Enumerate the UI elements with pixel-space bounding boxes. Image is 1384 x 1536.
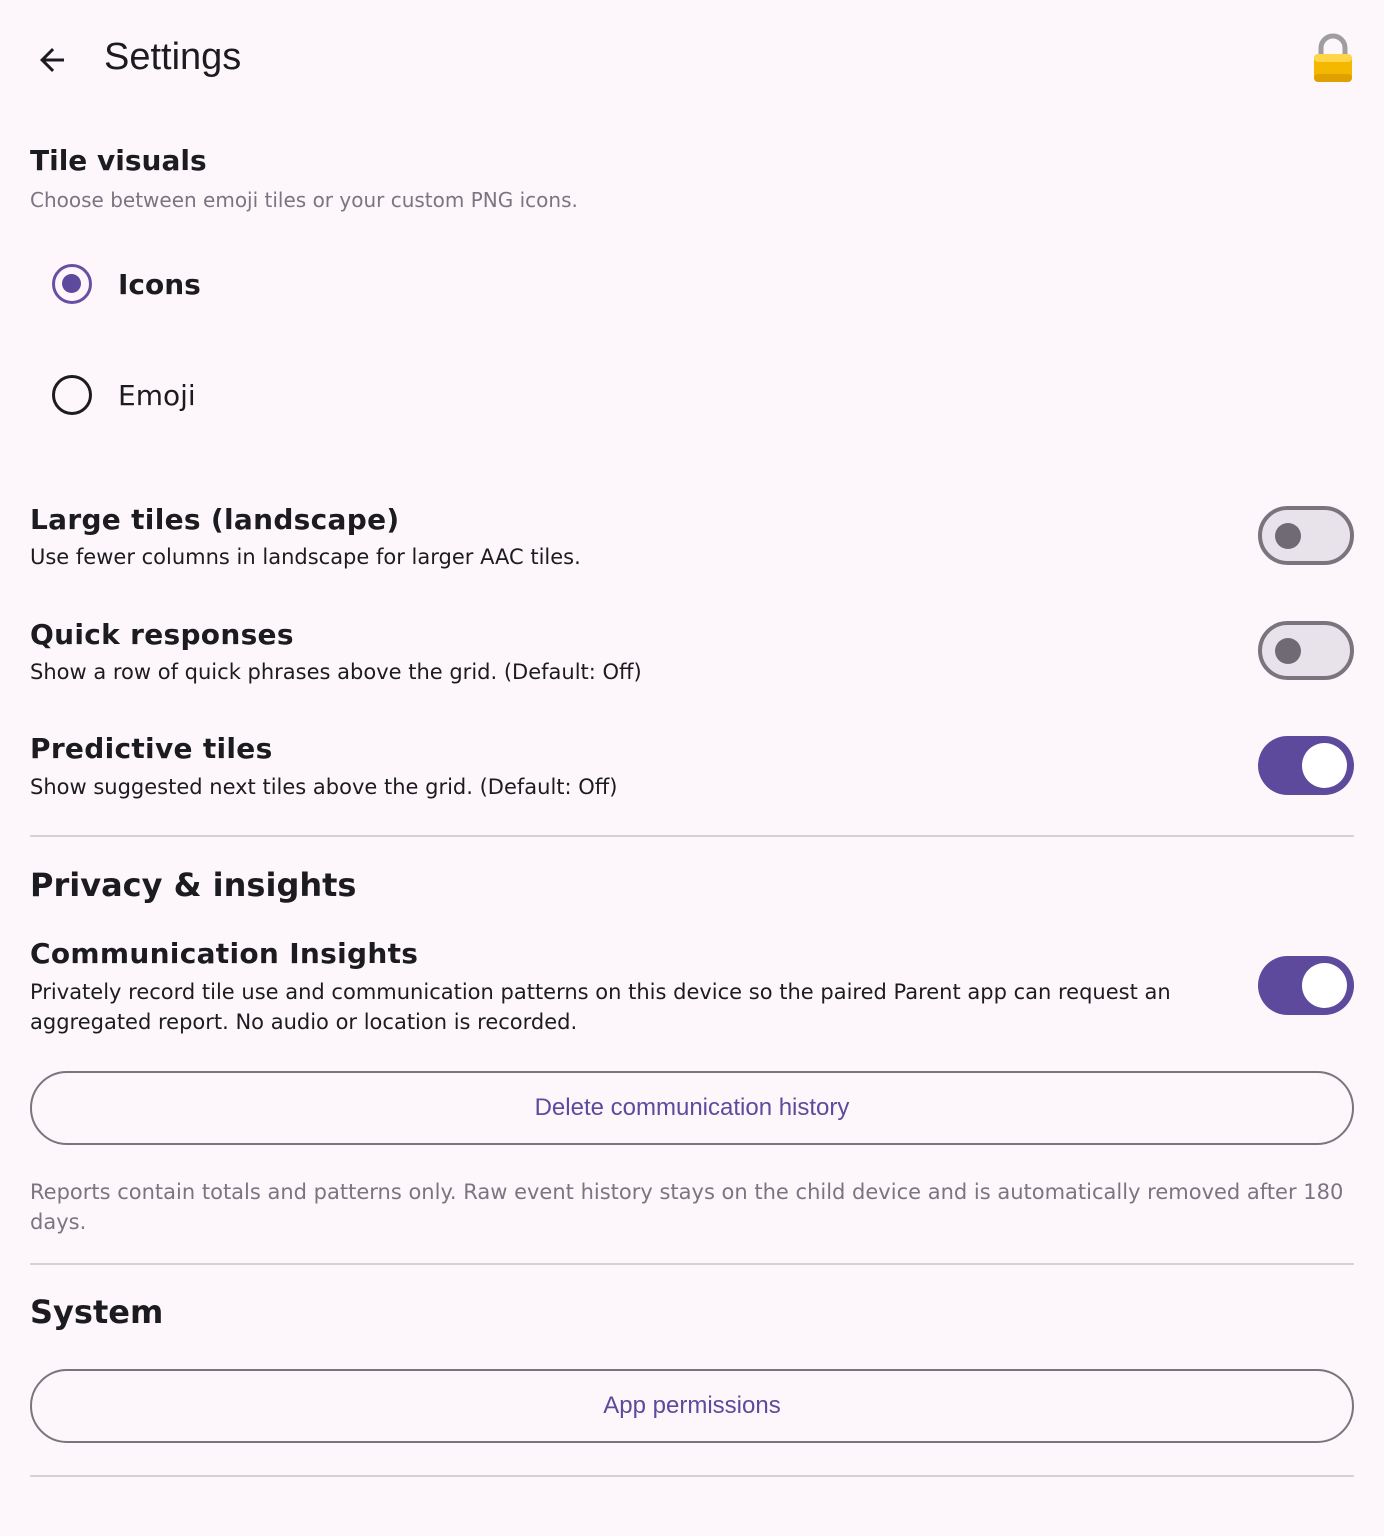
system-section-title: System: [30, 1293, 164, 1331]
divider: [30, 1475, 1354, 1477]
communication-insights-title: Communication Insights: [30, 937, 419, 970]
privacy-note-line-2: days.: [30, 1210, 87, 1234]
quick-responses-description: Show a row of quick phrases above the grid. (Default: Off): [30, 660, 642, 684]
arrow-left-icon: [34, 42, 70, 78]
lock-button[interactable]: [1306, 32, 1360, 88]
tile-visuals-subtitle: Choose between emoji tiles or your custom PNG icons.: [30, 188, 578, 212]
large-tiles-description: Use fewer columns in landscape for larger AAC tiles.: [30, 545, 581, 569]
divider: [30, 835, 1354, 837]
switch-thumb: [1302, 743, 1347, 788]
app-permissions-button[interactable]: App permissions: [30, 1369, 1354, 1443]
page-title: Settings: [104, 36, 242, 78]
quick-responses-title: Quick responses: [30, 618, 294, 651]
communication-insights-description-line-2: aggregated report. No audio or location is recorded.: [30, 1010, 578, 1034]
tile-visuals-title: Tile visuals: [30, 144, 207, 177]
privacy-section-title: Privacy & insights: [30, 866, 357, 904]
radio-label-icons: Icons: [118, 267, 201, 301]
top-app-bar: [0, 0, 1384, 120]
large-tiles-title: Large tiles (landscape): [30, 503, 400, 536]
radio-option-icons[interactable]: [52, 254, 452, 314]
switch-thumb: [1275, 523, 1301, 549]
radio-option-emoji[interactable]: [52, 365, 452, 425]
privacy-note-line-1: Reports contain totals and patterns only. Raw event history stays on the child device and is automatically removed after 180: [30, 1180, 1344, 1204]
delete-history-button[interactable]: Delete communication history: [30, 1071, 1354, 1145]
radio-emoji[interactable]: [52, 375, 92, 415]
radio-label-emoji: Emoji: [118, 378, 196, 412]
large-tiles-switch[interactable]: [1258, 506, 1354, 565]
divider: [30, 1263, 1354, 1265]
predictive-tiles-description: Show suggested next tiles above the grid. (Default: Off): [30, 775, 618, 799]
communication-insights-description-line-1: Privately record tile use and communication patterns on this device so the paired Parent app can request an: [30, 980, 1171, 1004]
quick-responses-switch[interactable]: [1258, 621, 1354, 680]
switch-thumb: [1275, 638, 1301, 664]
switch-thumb: [1302, 963, 1347, 1008]
predictive-tiles-title: Predictive tiles: [30, 732, 273, 765]
lock-icon: [1306, 32, 1360, 88]
back-button[interactable]: [26, 34, 78, 86]
communication-insights-switch[interactable]: [1258, 956, 1354, 1015]
predictive-tiles-switch[interactable]: [1258, 736, 1354, 795]
radio-icons-selected[interactable]: [52, 264, 92, 304]
